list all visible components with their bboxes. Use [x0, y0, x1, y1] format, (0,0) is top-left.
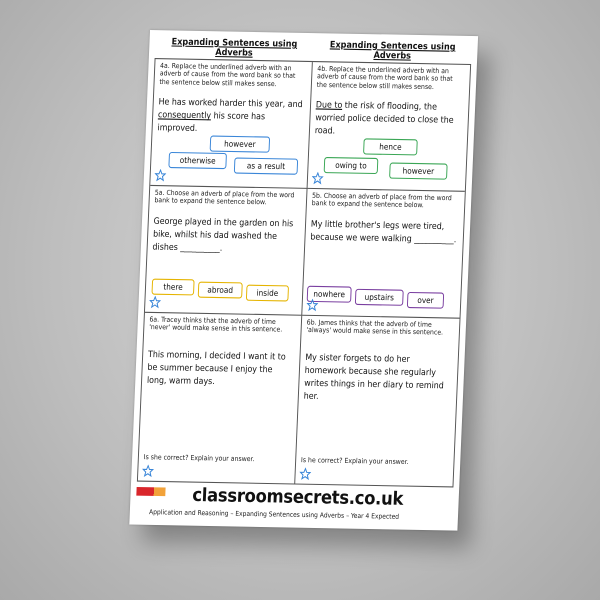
question-4b-sentence — [315, 98, 464, 139]
underlined-adverb: consequently — [157, 108, 212, 121]
question-6b-ask: Is he correct? Explain your answer. — [300, 455, 409, 467]
question-5a-sentence: George played in the garden on his bike, whilst his dad washed the dishes __________. — [152, 214, 294, 253]
star-icon — [312, 172, 324, 185]
footer-brand: classroomsecrets.co.uk — [191, 484, 404, 511]
question-5a-prompt: 5a. Choose an adverb of place from the word bank to expand the sentence below. — [154, 188, 295, 207]
footer — [129, 482, 459, 531]
title-left: Expanding Sentences using Adverbs — [171, 35, 298, 58]
question-6b-prompt: 6b. James thinks that the adverb of time 'always' would make sense in this sentence. — [306, 318, 444, 338]
question-5b-sentence: My little brother's legs were tired, because we were walking __________. — [310, 217, 457, 245]
question-4a — [150, 59, 313, 189]
star-icon — [299, 467, 311, 480]
footer-subtitle: Application and Reasoning – Expanding Sentences using Adverbs – Year 4 Expected — [148, 508, 400, 521]
sentence-part: his score has improved. — [157, 109, 266, 134]
word-bank-chip: inside — [246, 285, 289, 302]
word-bank-chip: owing to — [324, 157, 379, 174]
question-6a-ask: Is she correct? Explain your answer. — [143, 452, 255, 464]
word-bank-chip: over — [407, 292, 444, 309]
word-bank-chip: otherwise — [168, 152, 227, 169]
word-bank-chip: however — [389, 162, 448, 179]
word-bank-chip: abroad — [198, 282, 243, 299]
question-grid — [137, 58, 471, 487]
question-5b — [302, 189, 465, 319]
word-bank-chip: there — [151, 279, 194, 296]
question-5a — [145, 186, 308, 316]
sentence-part: the risk of flooding, the worried police decided to close the road. — [314, 99, 454, 136]
question-4a-sentence — [157, 95, 305, 136]
star-icon — [142, 464, 154, 477]
question-4b-prompt: 4b. Replace the underlined adverb with an adverb of cause from the word bank so that the sentence below still makes sense. — [316, 64, 453, 92]
star-icon — [154, 169, 166, 182]
worksheet-page — [129, 30, 478, 531]
title-right: Expanding Sentences using Adverbs — [329, 38, 456, 61]
word-bank-chip: nowhere — [307, 286, 352, 303]
question-6b-sentence: My sister forgets to do her homework because she regularly writes things in her diary to remind her. — [303, 351, 445, 401]
question-6b — [295, 316, 459, 487]
word-bank-chip: as a result — [234, 157, 298, 174]
word-bank-chip: however — [210, 135, 271, 152]
word-bank-chip: upstairs — [355, 289, 404, 306]
sentence-part: He has worked harder this year, and — [158, 96, 303, 110]
question-4b — [308, 62, 471, 192]
word-bank-chip: hence — [363, 138, 418, 155]
question-5b-prompt: 5b. Choose an adverb of place from the word bank to expand the sentence below. — [311, 191, 452, 210]
star-icon — [149, 296, 161, 309]
question-6a-prompt: 6a. Tracey thinks that the adverb of time 'never' would make sense in this sentence. — [148, 315, 283, 335]
question-6a — [138, 313, 302, 484]
underlined-adverb: Due to — [315, 98, 343, 111]
star-icon — [306, 299, 318, 312]
classroom-secrets-logo-icon — [136, 487, 165, 496]
question-6a-sentence: This morning, I decided I want it to be summer because I enjoy the long, warm days. — [146, 348, 286, 387]
question-4a-prompt: 4a. Replace the underlined adverb with an adverb of cause from the word bank so that the sentence below still makes sense. — [159, 61, 296, 89]
